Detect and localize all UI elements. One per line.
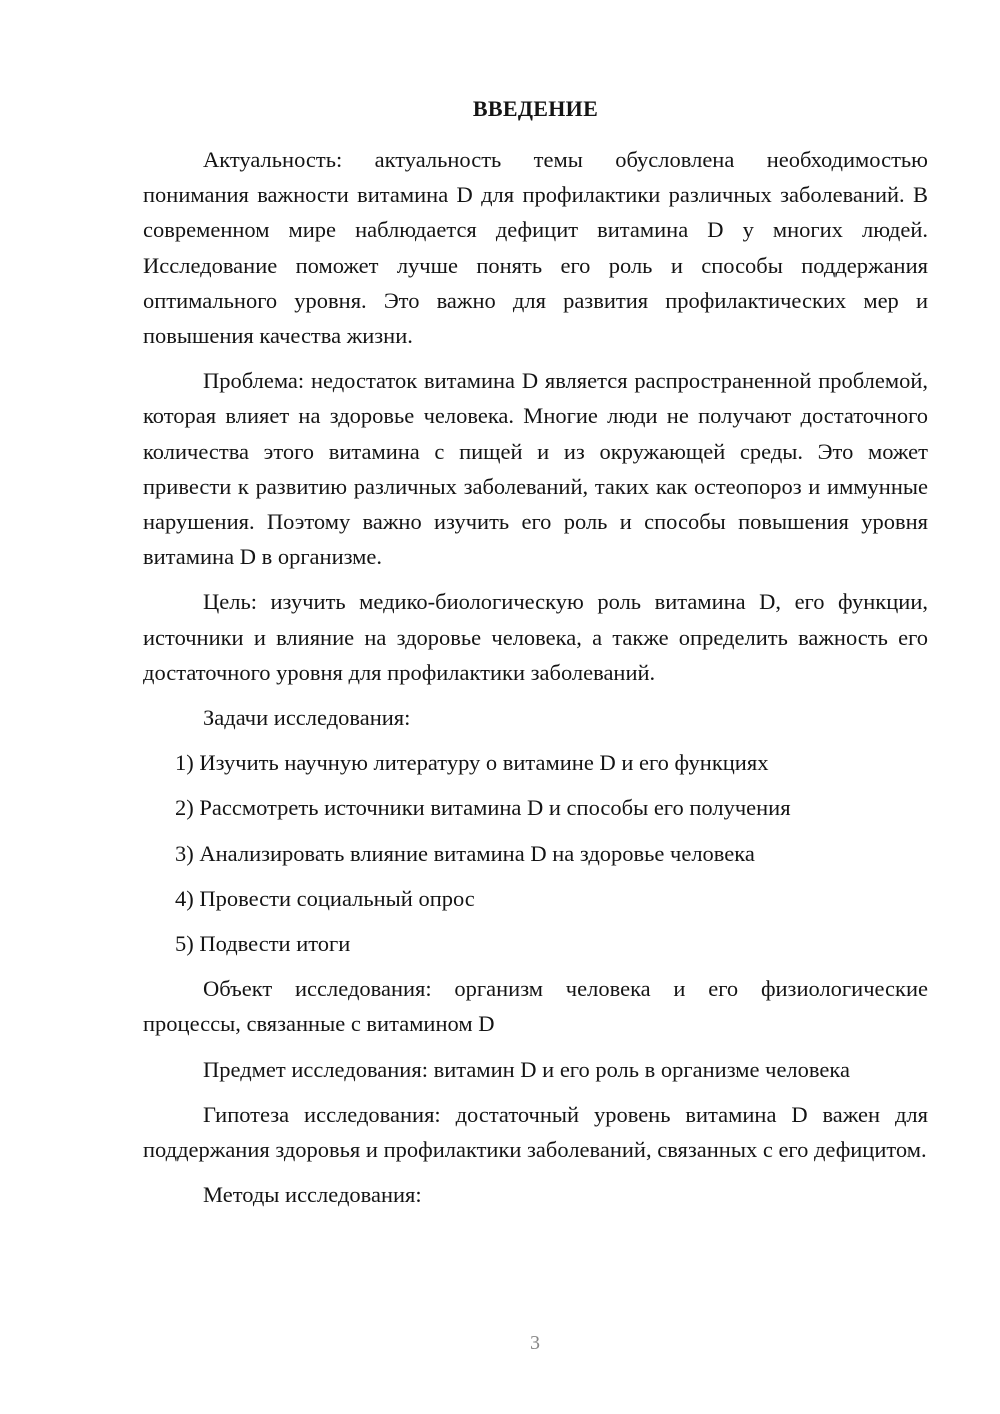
object-paragraph: Объект исследования: организм человека и его физиологические процессы, связанные с витамином D	[143, 976, 928, 1037]
task-item: 1) Изучить научную литературу о витамине D и его функциях	[175, 750, 769, 776]
methods-heading: Методы исследования:	[203, 1182, 422, 1208]
tasks-heading: Задачи исследования:	[203, 705, 411, 731]
document-page	[143, 94, 928, 1222]
tasks-list	[143, 745, 928, 961]
relevance-paragraph: Актуальность: актуальность темы обусловлена необходимостью понимания важности витамина D для профилактики различных заболеваний. В современном мире наблюдается дефицит витамина D у многих людей. Исследование поможет лучше понять его роль и способы поддержания оптимального уровня. Это важно для развития профилактических мер и повышения качества жизни.	[143, 147, 928, 349]
task-item: 4) Провести социальный опрос	[175, 885, 475, 911]
subject-paragraph: Предмет исследования: витамин D и его роль в организме человека	[203, 1056, 850, 1082]
goal-paragraph: Цель: изучить медико-биологическую роль витамина D, его функции, источники и влияние на здоровье человека, а также определить важность его достаточного уровня для профилактики заболеваний.	[143, 589, 928, 685]
task-item: 5) Подвести итоги	[175, 931, 351, 957]
page-number: 3	[530, 1332, 540, 1354]
task-item: 3) Анализировать влияние витамина D на здоровье человека	[175, 840, 755, 866]
problem-paragraph: Проблема: недостаток витамина D является распространенной проблемой, которая влияет на здоровье человека. Многие люди не получают достаточного количества этого витамина с пищей и из окружающей среды. Это может привести к развитию различных заболеваний, таких как остеопороз и иммунные нарушения. Поэтому важно изучить его роль и способы повышения уровня витамина D в организме.	[143, 368, 928, 570]
task-item: 2) Рассмотреть источники витамина D и способы его получения	[175, 795, 791, 821]
hypothesis-paragraph: Гипотеза исследования: достаточный уровень витамина D важен для поддержания здоровья и профилактики заболеваний, связанных с его дефицитом.	[143, 1101, 928, 1163]
section-title: ВВЕДЕНИЕ	[472, 96, 599, 121]
